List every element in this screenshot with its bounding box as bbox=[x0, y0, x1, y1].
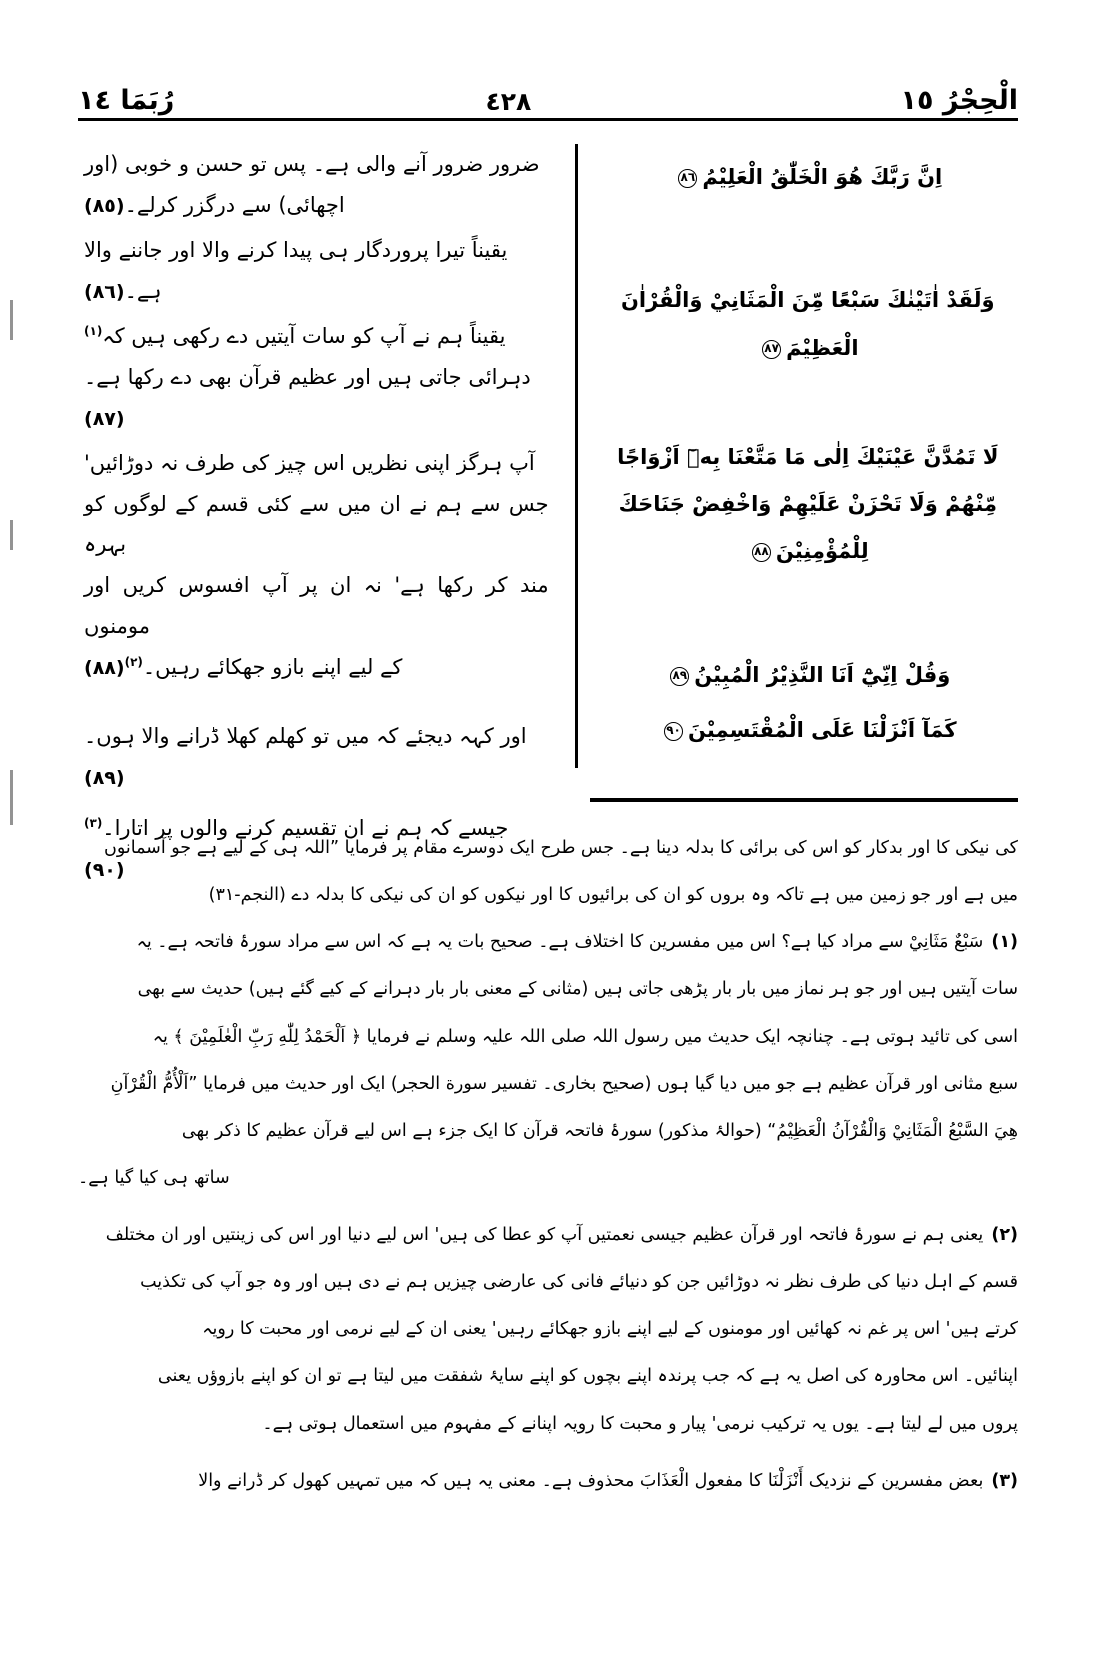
translation-86-verse-number: (٨٦) bbox=[84, 280, 125, 303]
footnote-2-line-1-text: یعنی ہم نے سورۂ فاتحہ اور قرآن عظیم جیسی نعمتیں آپ کو عطا کی ہیں' اس لیے دنیا اور اس کی زینتیں اور ان مختلف bbox=[105, 1225, 984, 1245]
column-divider-rule bbox=[575, 144, 578, 768]
ayah-89 bbox=[604, 652, 1012, 699]
surah-label: الْحِجْرُ ١٥ bbox=[900, 85, 1018, 116]
footnote-2-line-3: کرتے ہیں' اس پر غم نہ کھائیں اور مومنوں کے لیے اپنے بازو جھکائے رہیں' یعنی ان کے لیے نرمی اور محبت کا رویہ bbox=[202, 1319, 1018, 1340]
footnote-2-line-5: پروں میں لے لیتا ہے۔ یوں یہ ترکیب نرمی' پیار و محبت کا رویہ اپنانے کے مفہوم میں استعمال ہوتی ہے۔ bbox=[262, 1413, 1018, 1434]
juz-label: رُبَمَا ١٤ bbox=[78, 85, 175, 116]
translation-block-88 bbox=[84, 443, 549, 689]
translation-88-footnote-marker: (٢) bbox=[124, 655, 143, 670]
running-header bbox=[78, 68, 1018, 114]
footnote-1-line-4: سبع مثانی اور قرآن عظیم ہے جو میں دیا گیا ہوں (صحیح بخاری۔ تفسیر سورة الحجر) ایک اور حدیث میں فرمایا ”اَلْأُمُّ الْقُرْآنِ bbox=[110, 1073, 1018, 1094]
scan-edge-mark-mid bbox=[10, 520, 13, 550]
translation-87-line-2 bbox=[84, 357, 549, 439]
footnote-1-marker: (١) bbox=[991, 932, 1018, 953]
footnote-1-line-3: اسی کی تائید ہوتی ہے۔ چنانچہ ایک حدیث میں رسول اللہ صلی اللہ علیہ وسلم نے فرمایا ﴿ اَلْحَمْدُ لِلّٰهِ رَبِّ الْعٰلَمِيْنَ ﴾ یہ bbox=[152, 1026, 1018, 1047]
footnote-2-marker: (٢) bbox=[991, 1225, 1018, 1245]
ayah-88-text: لَا تَمُدَّنَّ عَيْنَيْكَ اِلٰى مَا مَتَّعْنَا بِهٖٓ اَزْوَاجًا مِّنْهُمْ وَلَا تَحْزَنْ عَلَيْهِمْ وَاخْفِضْ جَنَاحَكَ لِلْمُؤْمِنِيْنَ bbox=[617, 444, 999, 564]
translation-89-verse-number: (٨٩) bbox=[84, 767, 125, 790]
ayah-87 bbox=[604, 277, 1012, 372]
footnote-continuation-line-2: میں ہے اور جو زمین میں ہے تاکہ وہ بروں کو ان کی برائیوں کا اور نیکوں کو ان کی نیکی کا بدلہ دے (النجم-٣١) bbox=[208, 885, 1018, 906]
ayah-86-text: اِنَّ رَبَّكَ هُوَ الْخَلّٰقُ الْعَلِيْمُ bbox=[702, 165, 943, 189]
ayah-90-number: ٩٠ bbox=[664, 722, 683, 741]
translation-85-verse-number: (٨٥) bbox=[84, 194, 125, 217]
translation-87-footnote-marker: (١) bbox=[84, 323, 103, 338]
translation-86-line-2-text: ہے۔ bbox=[124, 278, 162, 303]
translation-86-line-1: یقیناً تیرا پروردگار ہی پیدا کرنے والا اور جاننے والا bbox=[84, 237, 508, 262]
footnote-1-line-1 bbox=[78, 922, 1018, 963]
translation-block-87 bbox=[84, 316, 549, 439]
arabic-verse-column bbox=[578, 140, 1018, 780]
footnote-1-line-5: هِيَ السَّبْعُ الْمَثَانِيْ وَالْقُرْآنُ الْعَظِيْمُ“ (حوالۂ مذکور) سورۂ فاتحہ قرآن کا ایک جزء ہے اس لیے قرآن عظیم کا ذکر بھی bbox=[181, 1120, 1018, 1141]
footnote-1-line-2: سات آیتیں ہیں اور جو ہر نماز میں بار بار پڑھی جاتی ہیں (مثانی کے معنی بار بار دہرانے کے کیے گئے ہیں) حدیث سے بھی bbox=[137, 979, 1018, 1000]
ayah-88-number: ٨٨ bbox=[752, 543, 771, 562]
scan-edge-mark-bottom bbox=[10, 770, 13, 825]
ayah-87-number: ٨٧ bbox=[762, 340, 781, 359]
translation-block-89 bbox=[84, 716, 549, 798]
ayah-90 bbox=[604, 707, 1012, 754]
translation-90-footnote-marker: (٣) bbox=[84, 816, 103, 831]
translation-85-line-2-text: اچھائی) سے درگزر کرلے۔ bbox=[124, 192, 345, 217]
scan-edge-mark-top bbox=[10, 300, 13, 340]
footnote-3-line-1 bbox=[78, 1461, 1018, 1502]
footnote-separator-rule bbox=[590, 798, 1018, 802]
footnote-continuation-line-1: کی نیکی کا اور بدکار کو اس کی برائی کا بدلہ دینا ہے۔ جس طرح ایک دوسرے مقام پر فرمایا ”اللہ ہی کے لیے ہے جو آسمانوں bbox=[103, 838, 1018, 858]
translation-89-line-1-text: اور کہہ دیجئے کہ میں تو کھلم کھلا ڈرانے والا ہوں۔ bbox=[84, 724, 527, 749]
header-divider-rule bbox=[78, 118, 1018, 121]
translation-block-85 bbox=[84, 144, 549, 226]
footnote-2-line-2: قسم کے اہل دنیا کی طرف نظر نہ دوڑائیں جن کو دنیائے فانی کی عارضی چیزیں ہم نے دی ہیں اور وہ جو آپ کی تکذیب bbox=[140, 1272, 1018, 1293]
translation-90-line-1-text: جیسے کہ ہم نے ان تقسیم کرنے والوں پر اتارا۔ bbox=[102, 816, 509, 841]
ayah-89-number: ٨٩ bbox=[670, 667, 689, 686]
translation-87-line-1-text: یقیناً ہم نے آپ کو سات آیتیں دے رکھی ہیں کہ bbox=[102, 323, 506, 348]
translation-88-line-4 bbox=[84, 647, 549, 688]
footnote-2-line-4: اپنائیں۔ اس محاورہ کی اصل یہ ہے کہ جب پرندہ اپنے بچوں کو اپنے سایۂ شفقت میں لیتا ہے تو ان کو اپنے بازوؤں یعنی bbox=[157, 1366, 1018, 1387]
translation-88-line-3: مند کر رکھا ہے' نہ ان پر آپ افسوس کریں اور مومنوں bbox=[84, 573, 549, 639]
translation-85-line-2 bbox=[84, 185, 549, 226]
footnote-1-line-6: ساتھ ہی کیا گیا ہے۔ bbox=[78, 1167, 230, 1188]
footnote-1-line-1-text: سَبْعٌ مَثَانِيْ سے مراد کیا ہے؟ اس میں مفسرین کا اختلاف ہے۔ صحیح بات یہ ہے کہ اس سے مراد سورۂ فاتحہ ہے۔ یہ bbox=[136, 932, 984, 953]
translation-88-line-4-text: کے لیے اپنے بازو جھکائے رہیں۔ bbox=[142, 655, 403, 680]
translation-87-line-1 bbox=[84, 316, 549, 357]
footnote-3-line-1-text: بعض مفسرین کے نزدیک أَنْزَلْنَا کا مفعول الْعَذَابَ محذوف ہے۔ معنی یہ ہیں کہ میں تمہیں کھول کر ڈرانے والا bbox=[198, 1470, 984, 1491]
ayah-89-text: وَقُلْ اِنِّيْٓ اَنَا النَّذِيْرُ الْمُبِيْنُ bbox=[694, 662, 951, 687]
footnote-3-marker: (٣) bbox=[991, 1470, 1018, 1491]
footnotes-section bbox=[78, 828, 1018, 1508]
translation-block-86 bbox=[84, 230, 549, 312]
ayah-86 bbox=[604, 154, 1012, 201]
ayah-90-text: كَمَآ اَنْزَلْنَا عَلَى الْمُقْتَسِمِيْنَ bbox=[688, 717, 957, 742]
translation-88-line-1: آپ ہرگز اپنی نظریں اس چیز کی طرف نہ دوڑائیں' bbox=[84, 450, 535, 475]
translation-85-line-1: ضرور ضرور آنے والی ہے۔ پس تو حسن و خوبی (اور bbox=[84, 152, 540, 176]
translation-87-verse-number: (٨٧) bbox=[84, 407, 125, 430]
translation-87-line-2-text: دہرائی جاتی ہیں اور عظیم قرآن بھی دے رکھا ہے۔ bbox=[84, 364, 531, 389]
footnote-2-line-1 bbox=[78, 1215, 1018, 1256]
page-number: ٤٢٨ bbox=[485, 87, 532, 116]
translation-90-verse-number: (٩٠) bbox=[84, 859, 125, 881]
ayah-86-number: ٨٦ bbox=[678, 169, 697, 188]
ayah-88 bbox=[604, 434, 1012, 576]
translation-88-line-2: جس سے ہم نے ان میں سے کئی قسم کے لوگوں کو بہرہ bbox=[84, 491, 549, 557]
translation-86-line-2 bbox=[84, 271, 549, 312]
ayah-87-text: وَلَقَدْ اٰتَيْنٰكَ سَبْعًا مِّنَ الْمَثَانِيْ وَالْقُرْاٰنَ الْعَظِيْمَ bbox=[621, 288, 995, 360]
translation-88-verse-number: (٨٨) bbox=[84, 657, 125, 680]
translation-89-line-1 bbox=[84, 716, 549, 798]
